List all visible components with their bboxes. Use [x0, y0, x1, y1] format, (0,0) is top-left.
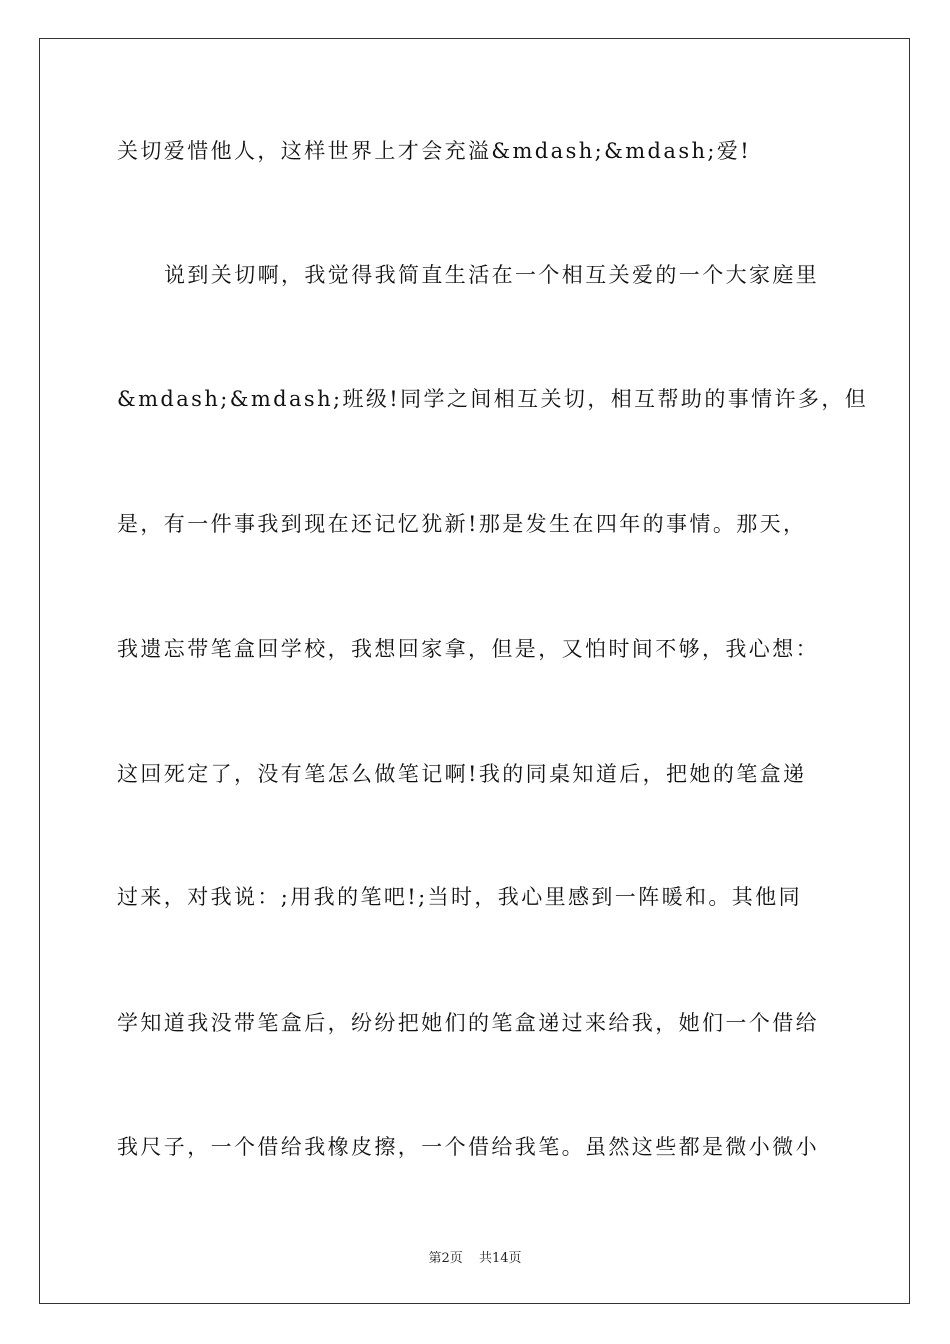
body-line-4: 是，有一件事我到现在还记忆犹新!那是发生在四年的事情。那天，: [117, 512, 807, 536]
body-line-7: 过来，对我说：;用我的笔吧!;当时，我心里感到一阵暖和。其他同: [117, 885, 802, 909]
body-line-3: &mdash;&mdash;班级!同学之间相互关切，相互帮助的事情许多，但: [117, 387, 869, 411]
body-line-5: 我遗忘带笔盒回学校，我想回家拿，但是，又怕时间不够，我心想：: [117, 637, 819, 661]
page-frame: [39, 38, 910, 1304]
body-line-8: 学知道我没带笔盒后，纷纷把她们的笔盒递过来给我，她们一个借给: [117, 1011, 819, 1035]
page-number: 第2页: [428, 1251, 463, 1266]
body-line-9: 我尺子，一个借给我橡皮擦，一个借给我笔。虽然这些都是微小微小: [117, 1135, 819, 1159]
body-line-2: 说到关切啊，我觉得我简直生活在一个相互关爱的一个大家庭里: [164, 263, 820, 287]
body-line-1: 关切爱惜他人，这样世界上才会充溢&mdash;&mdash;爱!: [117, 139, 752, 163]
page-footer: [0, 1247, 950, 1266]
page-total: 共14页: [478, 1251, 522, 1266]
body-line-6: 这回死定了，没有笔怎么做笔记啊!我的同桌知道后，把她的笔盒递: [117, 762, 807, 786]
